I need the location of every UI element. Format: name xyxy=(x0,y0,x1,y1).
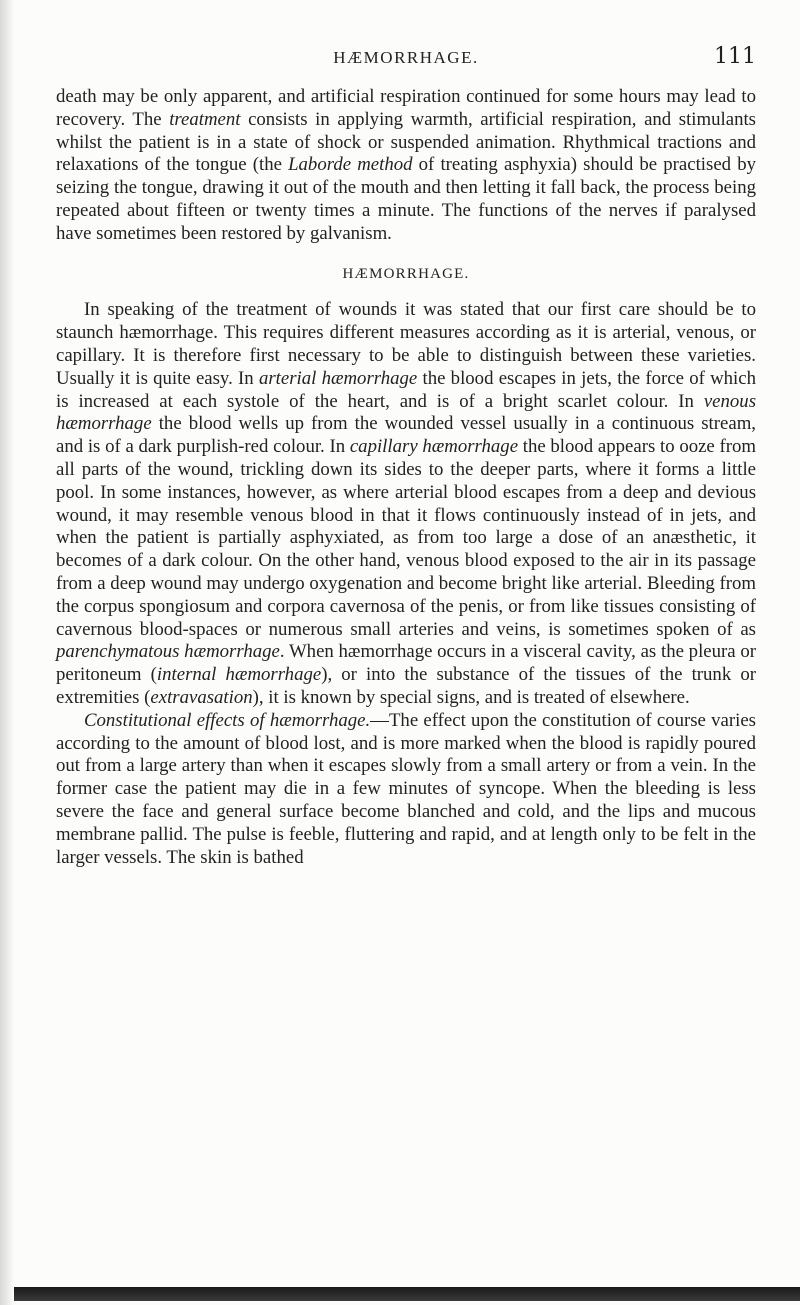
page-bottom-edge xyxy=(14,1287,800,1301)
text-run-0: death may be only apparent, and artificial respiration continued for some hours may lead to recovery. The xyxy=(56,86,756,130)
section-heading: HÆMORRHAGE. xyxy=(342,265,470,282)
text-run-12: ), it is known by special signs, and is treated of elsewhere. xyxy=(252,686,690,708)
text-run-10: ), or into the substance of the tissues of the trunk or extremities ( xyxy=(56,664,756,708)
running-title: HÆMORRHAGE. xyxy=(333,48,479,67)
page-header xyxy=(56,44,756,78)
italic-text-3: venous hæmorrhage xyxy=(56,390,756,435)
text-run-2: consists in applying warmth, artificial respiration, and stimulants whilst the patient is in a state of shock or suspended animation. Rhythmical tractions and relaxations of the tongue (the xyxy=(56,108,756,176)
italic-text-3: Laborde method xyxy=(288,154,413,176)
page-number: 111 xyxy=(714,44,756,69)
paragraph-3 xyxy=(56,710,756,870)
paragraph-2 xyxy=(56,299,756,709)
text-run-4: of treating asphyxia) should be practised by seizing the tongue, drawing it out of the mouth and then letting it fall back, the process being repeated about fifteen or twenty times a minute. The functions of the nerves if paralysed have sometimes been restored by galvanism. xyxy=(56,154,756,244)
text-run-0: In speaking of the treatment of wounds it was stated that our first care should be to staunch hæmorrhage. This requires different measures according as it is arterial, venous, or capillary. It is therefore first necessary to be able to distinguish between these varieties. Usually it is quite easy. In xyxy=(56,299,756,389)
page-gutter-shadow xyxy=(0,0,14,1305)
italic-text-0: Constitutional effects of hæmorrhage. xyxy=(84,709,371,731)
italic-text-9: internal hæmorrhage xyxy=(156,664,322,686)
body-text xyxy=(56,86,756,869)
text-run-4: the blood wells up from the wounded vessel usually in a continuous stream, and is of a dark purplish-red colour. In xyxy=(56,413,756,458)
text-run-6: the blood appears to ooze from all parts of the wound, trickling down its sides to the deeper parts, where it forms a little pool. In some instances, however, as where arterial blood escapes from a deep and devious wound, it may resemble venous blood in that it flows continuously instead of in jets, and when the patient is partially asphyxiated, as from too large a dose of an anæsthetic, it becomes of a dark colour. On the other hand, venous blood exposed to the air in its passage from a deep wound may undergo oxygenation and become bright like arterial. Bleeding from the corpus spongiosum and corpora cavernosa of the penis, or from like tissues consisting of cavernous blood-spaces or numerous small arteries and veins, is sometimes spoken of as xyxy=(56,436,756,640)
paragraph-1 xyxy=(56,86,756,246)
italic-text-5: capillary hæmorrhage xyxy=(349,436,519,458)
text-run-8: . When hæmorrhage occurs in a visceral cavity, as the pleura or peritoneum ( xyxy=(56,641,756,686)
italic-text-1: treatment xyxy=(169,108,241,130)
italic-text-1: arterial hæmorrhage xyxy=(258,367,418,389)
italic-text-11: extravasation xyxy=(150,686,253,708)
text-run-1: —The effect upon the constitution of course varies according to the amount of blood lost, and is more marked when the blood is rapidly poured out from a large artery than when it escapes slowly from a small artery or from a vein. In the former case the patient may die in a few minutes of syncope. When the bleeding is less severe the face and general surface become blanched and cold, and the lips and mucous membrane pallid. The pulse is feeble, fluttering and rapid, and at length only to be felt in the larger vessels. The skin is bathed xyxy=(56,709,756,868)
italic-text-7: parenchymatous hæmorrhage xyxy=(56,641,280,663)
text-run-2: the blood escapes in jets, the force of which is increased at each systole of the heart, and is of a bright scarlet colour. In xyxy=(56,367,756,412)
